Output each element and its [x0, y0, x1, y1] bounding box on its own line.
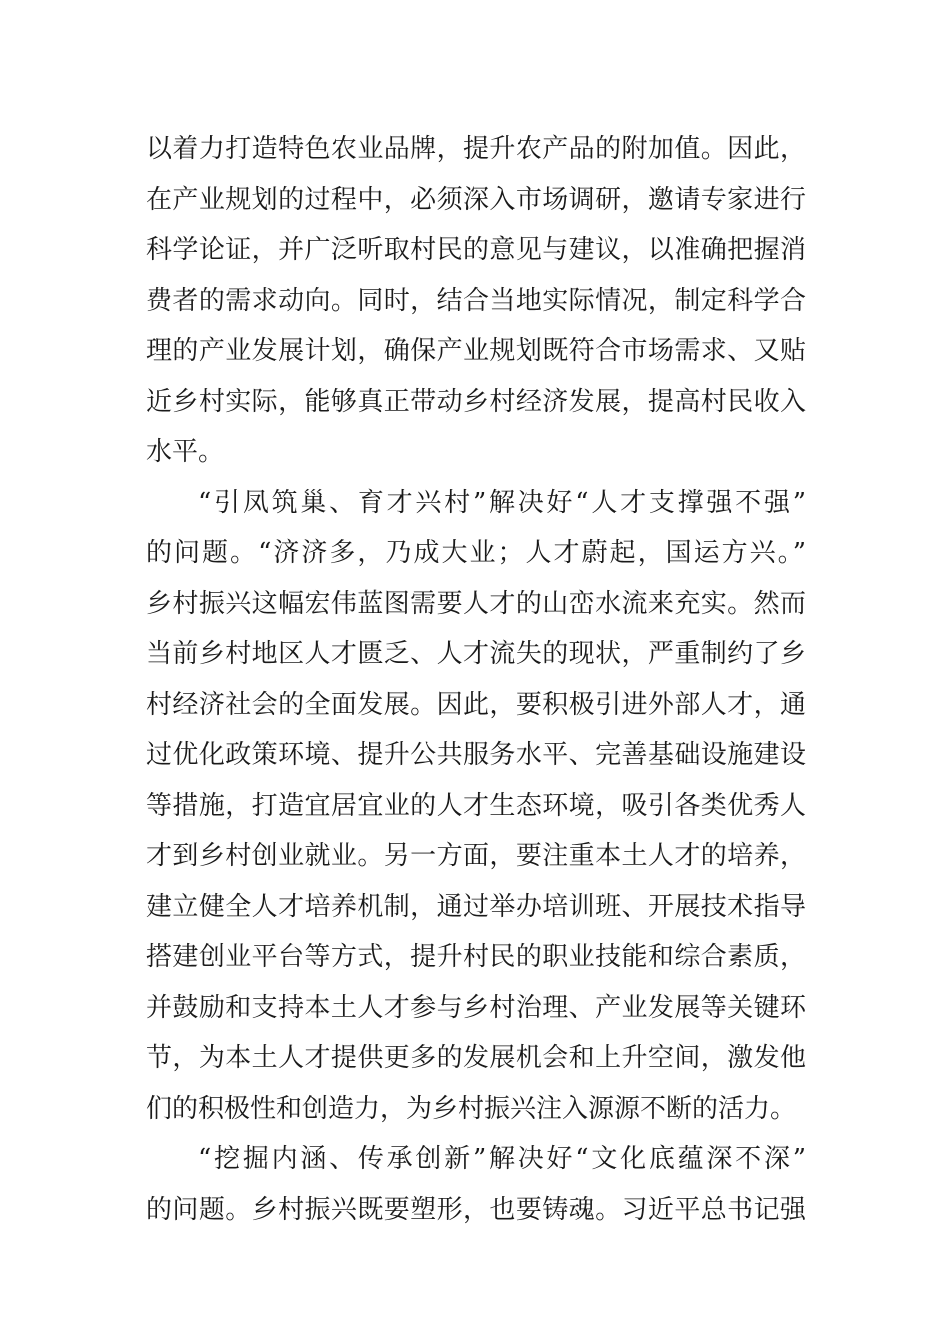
- body-text: [146, 124, 806, 1235]
- text-line: 在产业规划的过程中，必须深入市场调研，邀请专家进行: [146, 184, 806, 215]
- text-line: “引凤筑巢、育才兴村”解决好“人才支撑强不强”: [198, 487, 806, 518]
- text-line: 过优化政策环境、提升公共服务水平、完善基础设施建设: [146, 740, 806, 770]
- text-line: 建立健全人才培养机制，通过举办培训班、开展技术指导: [146, 891, 806, 922]
- text-line: 以着力打造特色农业品牌，提升农产品的附加值。因此，: [146, 134, 806, 164]
- text-line: 费者的需求动向。同时，结合当地实际情况，制定科学合: [146, 285, 806, 316]
- text-line: 的问题。乡村振兴既要塑形，也要铸魂。习近平总书记强: [146, 1194, 806, 1225]
- text-line: 等措施，打造宜居宜业的人才生态环境，吸引各类优秀人: [146, 790, 806, 821]
- text-line: 科学论证，并广泛听取村民的意见与建议，以准确把握消: [146, 235, 806, 265]
- text-line: 理的产业发展计划，确保产业规划既符合市场需求、又贴: [146, 336, 806, 366]
- text-line: 搭建创业平台等方式，提升村民的职业技能和综合素质，: [146, 942, 806, 972]
- text-line: 才到乡村创业就业。另一方面，要注重本土人才的培养，: [146, 841, 806, 871]
- text-line: 节，为本土人才提供更多的发展机会和上升空间，激发他: [146, 1043, 806, 1073]
- text-line: 们的积极性和创造力，为乡村振兴注入源源不断的活力。: [146, 1093, 797, 1124]
- text-line: 水平。: [146, 437, 225, 467]
- text-line: 村经济社会的全面发展。因此，要积极引进外部人才，通: [146, 689, 806, 720]
- text-line: 并鼓励和支持本土人才参与乡村治理、产业发展等关键环: [146, 992, 806, 1023]
- text-line: 的问题。“济济多，乃成大业；人才蔚起，国运方兴。”: [146, 538, 806, 568]
- text-line: 乡村振兴这幅宏伟蓝图需要人才的山峦水流来充实。然而: [146, 588, 806, 619]
- paragraph-industry-planning: [146, 124, 806, 478]
- paragraph-talent: [146, 478, 806, 1135]
- text-line: 当前乡村地区人才匮乏、人才流失的现状，严重制约了乡: [146, 639, 806, 669]
- text-line: “挖掘内涵、传承创新”解决好“文化底蕴深不深”: [198, 1144, 806, 1174]
- paragraph-culture: [146, 1134, 806, 1235]
- text-line: 近乡村实际，能够真正带动乡村经济发展，提高村民收入: [146, 386, 806, 417]
